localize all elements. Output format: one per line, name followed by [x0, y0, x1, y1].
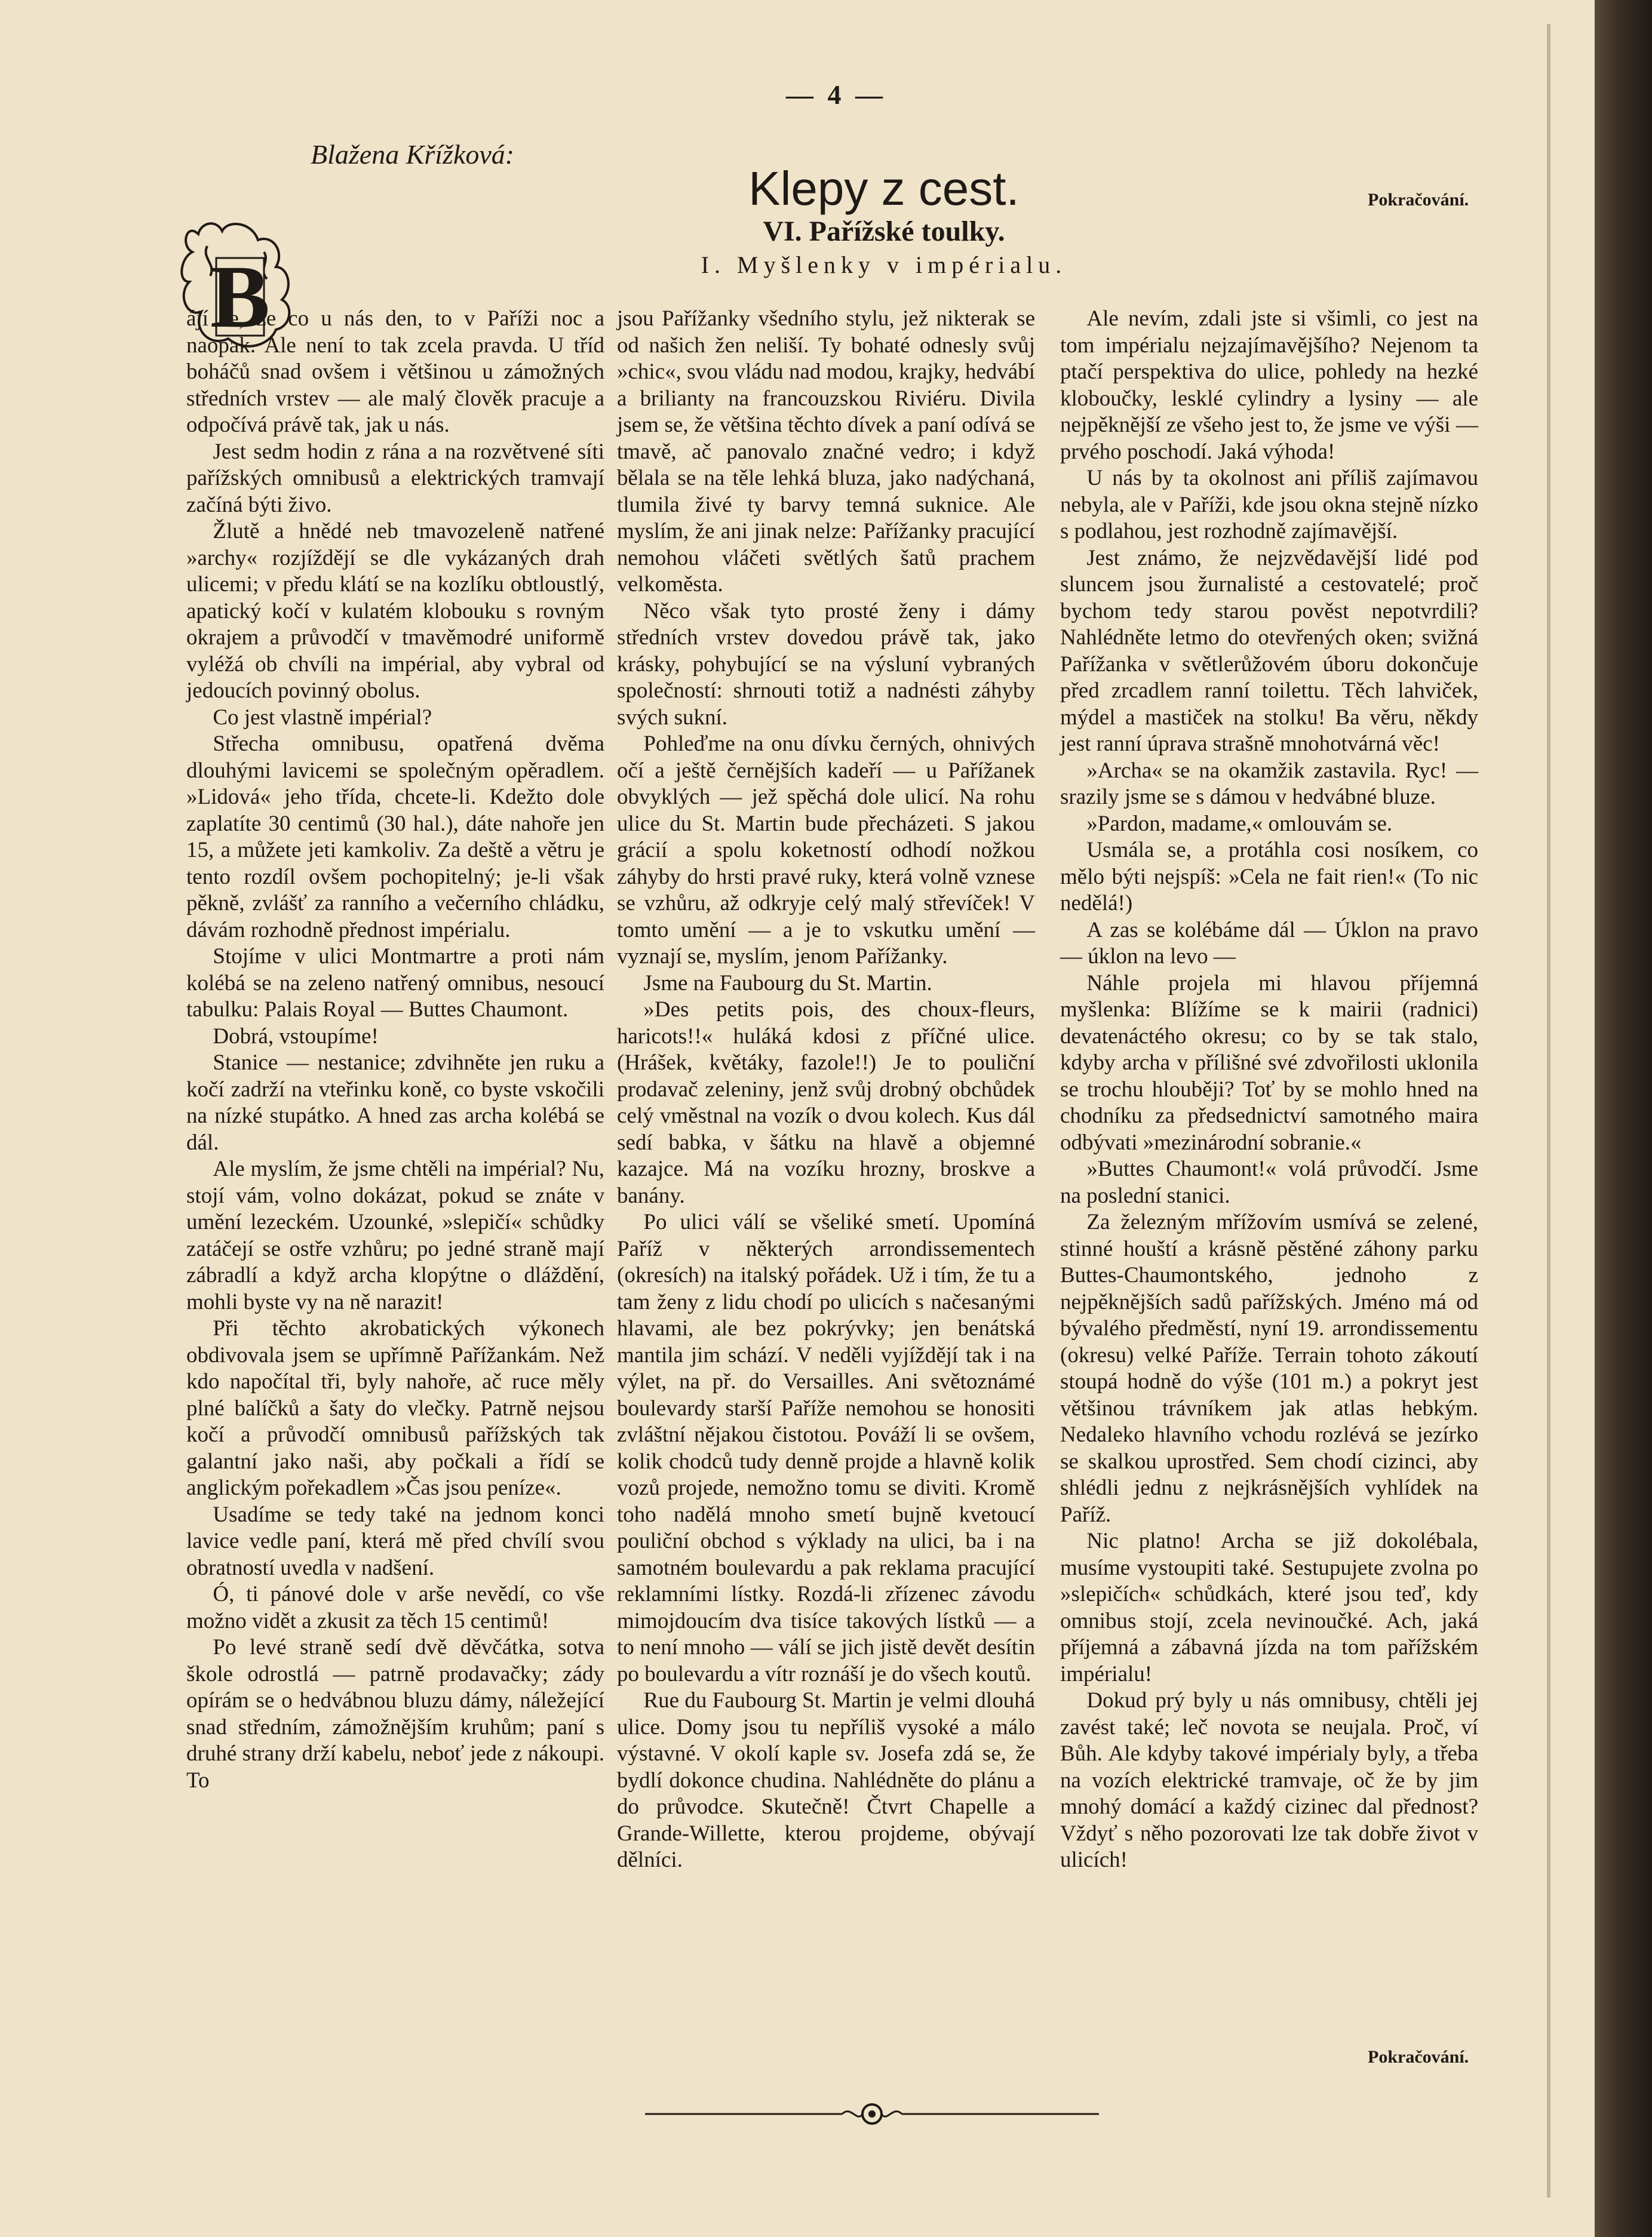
paragraph: Náhle projela mi hlavou příjemná myšlenka: Blížíme se k mairii (radnici) devatenáctého okresu; co by se tak stalo, kdyby archa v přílišné své zdvořilosti uklonila se trochu hlouběji? Toť by se mohlo hned na chodníku za předsednictví samotného maira odbývati »mezinárodní sobranie.« — [1060, 970, 1478, 1155]
continued-label-top: Pokračování. — [1368, 190, 1469, 210]
article-subtitle: VI. Pařížské toulky. — [763, 216, 1005, 247]
paragraph: Jest známo, že nejzvědavější lidé pod sluncem jsou žurnalisté a cestovatelé; proč bychom tedy starou pověst nepotvrdili? Nahlédněte letmo do otevřených oken; svižná Pařížanka v světlerůžovém úboru dokončuje před zrcadlem ranní toilettu. Těch lahviček, mýdel a mastiček na stolku! Ba věru, někdy jest ranní úprava strašně mnohotvárná věc! — [1060, 545, 1478, 756]
paragraph: Jsme na Faubourg du St. Martin. — [643, 970, 932, 995]
paragraph: »Des petits pois, des choux-fleurs, haricots!!« huláká kdosi z příčné ulice. (Hrášek, květáky, fazole!!) Je to pouliční prodavač zeleniny, jenž svůj drobný obchůdek celý vměstnal na vozík o dvou kolech. Kus dál sedí babka, v šátku na hlavě a objemné kazajce. Má na vozíku hrozny, broskve a banány. — [617, 997, 1035, 1208]
text-column-3 — [1060, 306, 1478, 2061]
page-edge-shadow — [1547, 24, 1550, 2198]
author-name: Blažena Křížková: — [311, 139, 515, 170]
paragraph: Rue du Faubourg St. Martin je velmi dlouhá ulice. Domy jsou tu nepříliš vysoké a málo výstavné. V okolí kaple sv. Josefa zdá se, že bydlí dokonce chudina. Nahlédněte do plánu a do průvodce. Skutečně! Čtvrt Chapelle a Grande-Willette, kterou projdeme, obývají dělníci. — [617, 1688, 1035, 1872]
book-spine-edge — [1595, 0, 1652, 2237]
paragraph: Ó, ti pánové dole v arše nevědí, co vše možno vidět a zkusit za těch 15 centimů! — [186, 1582, 604, 1633]
paragraph: A zas se kolébáme dál — Úklon na pravo — úklon na levo — — [1060, 917, 1478, 969]
paragraph: Stanice — nestanice; zdvihněte jen ruku a kočí zadrží na vteřinku koně, co byste vskočili na nízké stupátko. A hned zas archa kolébá se dál. — [186, 1050, 604, 1155]
paragraph: Po ulici válí se všeliké smetí. Upomíná Paříž v některých arrondissementech (okresích) na italský pořádek. Už i tím, že tu a tam ženy z lidu chodí po ulicích s načesanými hlavami, ale bez pokrývky; jen benátská mantila jim schází. V neděli vyjíždějí tak i na výlet, na př. do Versailles. Ani světoznámé boulevardy starší Paříže nemohou se honositi zvláštní nějakou čistotou. Pováží li se ovšem, kolik chodců tudy denně projde a hlavně kolik vozů projede, nemožno tomu se diviti. Kromě toho nadělá mnoho smetí bujně kvetoucí pouliční obchod s výklady na ulici, ba i na samotném boulevardu a pak reklama pracující reklamními lístky. Rozdá-li zřízenec závodu mimojdoucím dva tisíce takových lístků — a to není mnoho — válí se jich jistě devět desítin po boulevardu a vítr roznáší je do všech koutů. — [617, 1210, 1035, 1686]
paragraph: U nás by ta okolnost ani příliš zajímavou nebyla, ale v Paříži, kde jsou okna stejně nízko s podlahou, jest rozhodně zajímavější. — [1060, 466, 1478, 543]
paragraph: Nic platno! Archa se již dokolébala, musíme vystoupiti také. Sestupujete zvolna po »slepičích« schůdkách, které jsou teď, kdy omnibus stojí, zcela nevinoučké. Ach, jaká příjemná a zábavná jízda na tom pařížském impérialu! — [1060, 1529, 1478, 1686]
paragraph: »Archa« se na okamžik zastavila. Ryc! — srazily jsme se s dámou v hedvábné bluze. — [1060, 758, 1478, 809]
paragraph: Střecha omnibusu, opatřená dvěma dlouhými lavicemi se společným opěradlem. »Lidová« jeho třída, chcete-li. Kdežto dole zaplatíte 30 centimů (30 hal.), dáte nahoře jen 15, a můžete jeti kamkoliv. Za deště a větru je tento rozdíl ovšem pochopitelný; je-li však pěkně, zvlášť za ranního a večerního chládku, dávám rozhodně přednost impérialu. — [186, 732, 604, 942]
paragraph: ájí se, že co u nás den, to v Paříži noc a naopak. Ale není to tak zcela pravda. U tříd boháčů snad ovšem i většinou u zámožných středních vrstev — ale malý člověk pracuje a odpočívá právě tak, jak u nás. — [186, 306, 604, 437]
paragraph: Dobrá, vstoupíme! — [213, 1024, 379, 1049]
paragraph: Jest sedm hodin z rána a na rozvětvené síti pařížských omnibusů a elektrických tramvají začíná býti živo. — [186, 439, 604, 517]
paragraph: Žlutě a hnědé neb tmavozeleně natřené »archy« rozjíždějí se dle vykázaných drah ulicemi; v předu klátí se na kozlíku obtloustlý, apatický kočí v kulatém klobouku s rovným okrajem a průvodčí v tmavěmodré uniformě vyléžá ob chvíli na impérial, aby vybral od jedoucích povinný obolus. — [186, 519, 604, 703]
paragraph: Stojíme v ulici Montmartre a proti nám kolébá se na zeleno natřený omnibus, nesoucí tabulku: Palais Royal — Buttes Chaumont. — [186, 944, 604, 1022]
continued-label-bottom: Pokračování. — [1368, 2047, 1469, 2067]
paragraph: Při těchto akrobatických výkonech obdivovala jsem se upřímně Pařížankám. Než kdo napočítal tři, byly nahoře, ač ruce měly plné balíčků a šaty do vlečky. Patrně nejsou kočí a průvodčí omnibusů pařížských tak galantní jako naši, aby počkali a řídí se anglickým pořekadlem »Čas jsou peníze«. — [186, 1316, 604, 1500]
paragraph: Usadíme se tedy také na jednom konci lavice vedle paní, která mě před chvílí svou obratností uvedla v nadšení. — [186, 1502, 604, 1580]
paragraph: »Buttes Chaumont!« volá průvodčí. Jsme na poslední stanici. — [1060, 1157, 1478, 1208]
paragraph: Co jest vlastně impérial? — [213, 705, 432, 730]
paragraph: »Pardon, madame,« omlouvám se. — [1086, 811, 1393, 836]
column-1-paragraphs — [186, 306, 604, 1794]
article-title: Klepy z cest. — [748, 162, 1020, 215]
page-number: — 4 — — [786, 79, 886, 110]
paragraph: Po levé straně sedí dvě děvčátka, sotva škole odrostlá — patrně prodavačky; zády opírám se o hedvábnou bluzu dámy, náležející snad středním, zámožnějším kruhům; paní s druhé strany drží kabelu, neboť jede z nákoupi. To — [186, 1635, 604, 1793]
paragraph: Něco však tyto prosté ženy i dámy středních vrstev dovedou právě tak, jako krásky, pohybující se na výsluní vybraných společností: shrnouti totiž a nadnésti záhyby svých sukní. — [617, 598, 1035, 730]
text-column-1 — [186, 247, 604, 2061]
text-column-2 — [617, 306, 1035, 2061]
ornamental-divider-icon — [645, 2102, 1099, 2126]
svg-text:B: B — [210, 247, 271, 346]
paragraph: Za železným mřížovím usmívá se zelené, stinné houští a krásně pěstěné záhony parku Buttes-Chaumontského, jednoho z nejpěknějších sadů pařížských. Jméno má od bývalého předměstí, nyní 19. arrondissementu (okresu) velké Paříže. Terrain tohoto zákoutí stoupá hodně do výše (101 m.) a pokryt jest většinou trávníkem jak atlas hebkým. Nedaleko hlavního vchodu rozlévá se jezírko se skalkou uprostřed. Sem chodí cizinci, aby shlédli jednu z nejkrásnějších vyhlídek na Paříž. — [1060, 1210, 1478, 1527]
paragraph: Ale nevím, zdali jste si všimli, co jest na tom impérialu nejzajímavějšího? Nejenom ta ptačí perspektiva do ulice, pohledy na hezké kloboučky, lesklé cylindry a lysiny — ale nejpěknější ze všeho jest to, že jsme ve výši — prvého poschodí. Jaká výhoda! — [1060, 306, 1478, 464]
paragraph: Ale myslím, že jsme chtěli na impérial? Nu, stojí vám, volno dokázat, pokud se znáte v umění lezeckém. Uzounké, »slepičí« schůdky zatáčejí se ostře vzhůru; po jedné straně mají zábradlí a když archa klopýtne o dláždění, mohli byste vy na ně narazit! — [186, 1157, 604, 1314]
paragraph: Dokud prý byly u nás omnibusy, chtěli jej zavést také; leč novota se neujala. Proč, ví Bůh. Ale kdyby takové impérialy byly, a třeba na vozích elektrické tramvaje, oč že by jim mnohý domácí a každý cizinec dal přednost? Vždyť s něho pozorovati lze tak dobře život v ulicích! — [1060, 1688, 1478, 1872]
paragraph: Usmála se, a protáhla cosi nosíkem, co mělo býti nejspíš: »Cela ne fait rien!« (To nic nedělá!) — [1060, 838, 1478, 915]
paragraph: Pohleďme na onu dívku černých, ohnivých očí a ještě černějších kadeří — u Pařížanek obvyklých — jež spěchá dole ulicí. Na rohu ulice du St. Martin bude přecházeti. S jakou grácií a spolu koketností odhodí nožkou záhyby do hrsti pravé ruky, která volně vznese se vzhůru, až odkryje celý malý střevíček! V tomto umění — a je to vskutku umění — vyznají se, myslím, jenom Pařížanky. — [617, 732, 1035, 969]
paragraph: jsou Pařížanky všedního stylu, jež nikterak se od našich žen neliší. Ty bohaté odnesly svůj »chic«, svou vládu nad modou, krajky, hedvábí a brilianty na francouzskou Riviéru. Divila jsem se, že většina těchto dívek a paní odívá se tmavě, ač panovalo značné vedro; i když bělala se na těle lehká bluza, jako nadýchaná, tlumila živé ty barvy temná suknice. Ale myslím, že ani jinak nelze: Pařížanky pracující nemohou vláčeti světlých šatů prachem velkoměsta. — [617, 306, 1035, 597]
section-heading: I. Myšlenky v impérialu. — [701, 251, 1067, 278]
